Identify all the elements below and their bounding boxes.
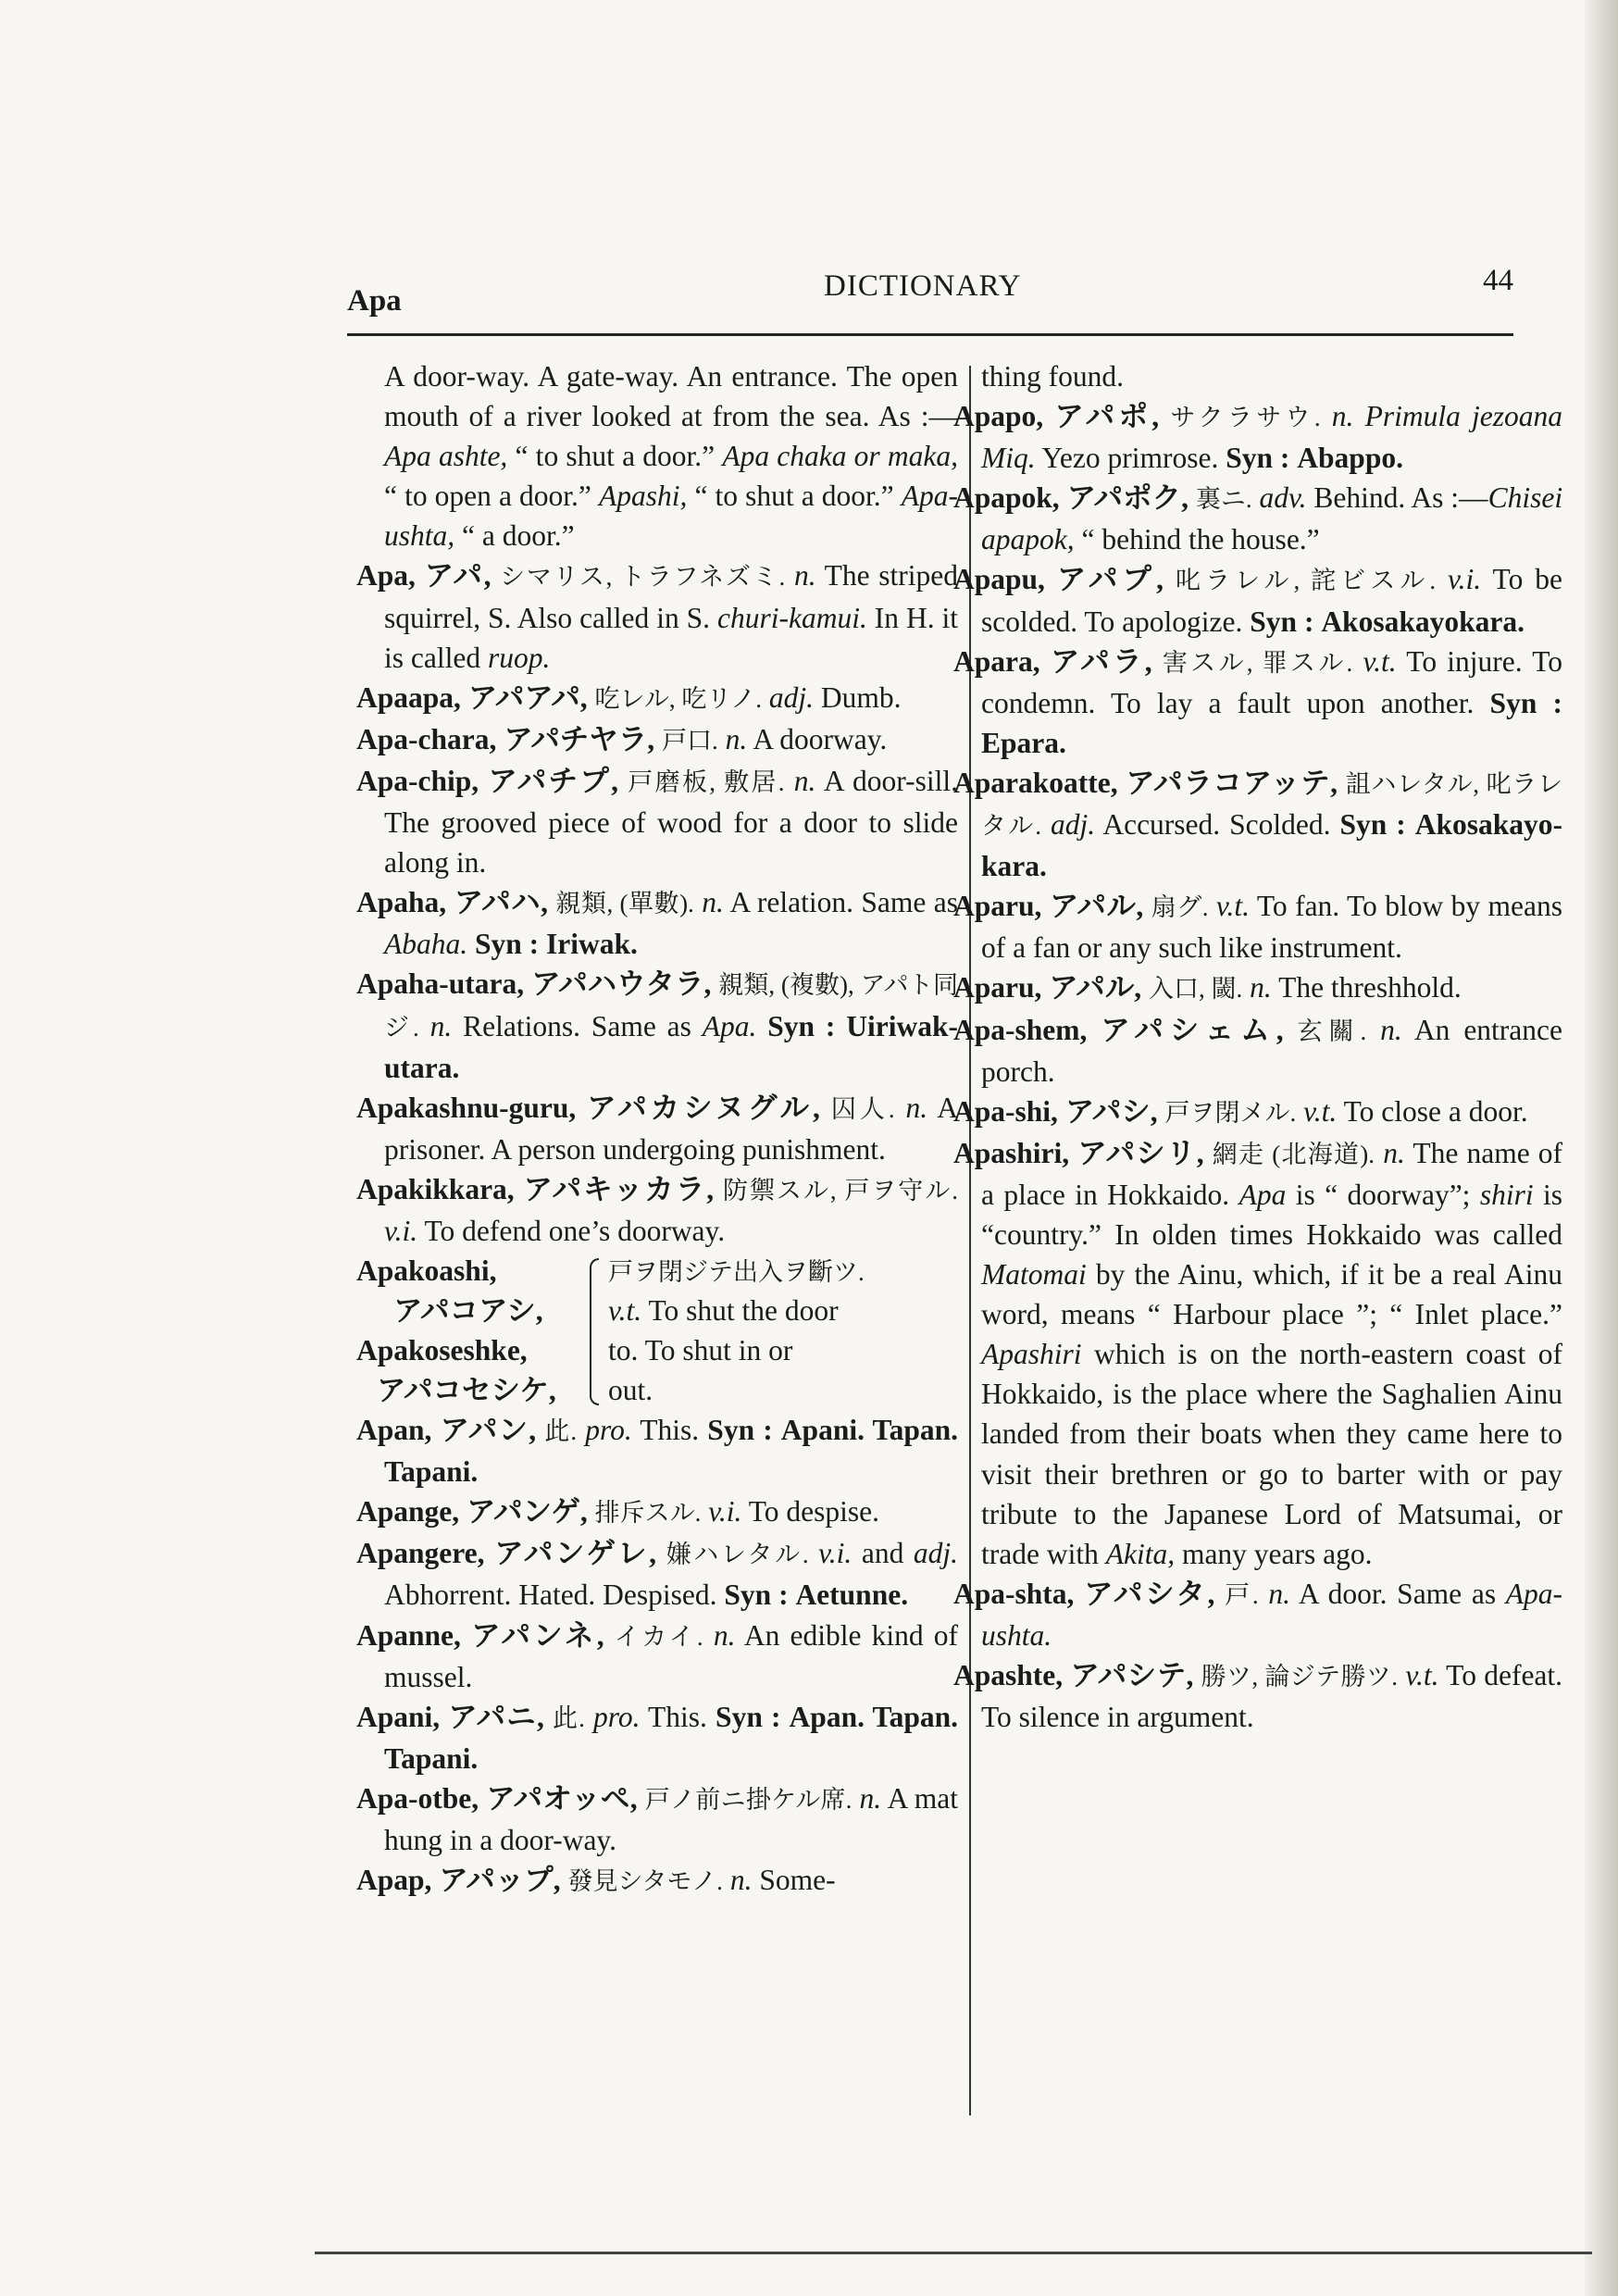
- italic-text: Apa-ushta.: [981, 1577, 1563, 1652]
- entry-apara: [953, 642, 1562, 763]
- italic-text: n.: [793, 559, 816, 593]
- entry-text: Accursed. Scolded.: [1095, 808, 1340, 842]
- japanese-gloss: 發見シタモノ.: [567, 1867, 723, 1896]
- katakana-reading: アパンゲ,: [467, 1495, 588, 1529]
- katakana-reading: アパポ,: [1054, 400, 1160, 433]
- italic-text: n.: [1383, 1136, 1405, 1169]
- italic-text: n.: [859, 1781, 882, 1815]
- katakana-apakoashi: アパコアシ,: [393, 1294, 543, 1328]
- italic-text: pro.: [593, 1700, 641, 1733]
- italic-text: n.: [793, 764, 816, 797]
- italic-text: shiri: [1479, 1178, 1534, 1211]
- entry-text: and: [852, 1537, 914, 1570]
- japanese-gloss: シマリス, トラフネズミ.: [500, 563, 786, 592]
- italic-text: n.: [725, 722, 748, 755]
- entry-apakikkara: [356, 1169, 958, 1251]
- katakana-reading: アパキッカラ,: [523, 1172, 715, 1205]
- headword: Apangere,: [356, 1537, 485, 1570]
- katakana-reading: アパ,: [424, 559, 492, 593]
- entry-apapu: [953, 559, 1562, 641]
- italic-text: n.: [702, 886, 724, 919]
- bracket-brace: [590, 1258, 599, 1405]
- katakana-reading: アパル,: [1049, 971, 1142, 1004]
- headword: Apani,: [356, 1700, 441, 1733]
- headword-apakoashi: Apakoashi,: [356, 1254, 497, 1288]
- entry-text: Dumb.: [814, 680, 902, 714]
- italic-text: Primula jezoana Miq.: [981, 400, 1563, 475]
- entry-text: To defeat. To silence in argument.: [981, 1659, 1563, 1734]
- italic-text: n.: [905, 1091, 928, 1124]
- japanese-gloss: 入口, 閾.: [1149, 975, 1243, 1004]
- entry-text: Behind. As :—: [1306, 481, 1488, 515]
- entry-apa-shem: [953, 1010, 1562, 1092]
- headword: Aparakoatte,: [953, 766, 1118, 799]
- headword: Apapok,: [953, 481, 1060, 515]
- italic-text: ruop.: [487, 641, 551, 674]
- italic-text: v.i.: [708, 1495, 742, 1529]
- italic-text: v.t.: [1215, 890, 1251, 923]
- japanese-gloss: イカイ.: [614, 1622, 703, 1651]
- japanese-gloss: 囚人.: [830, 1094, 895, 1123]
- synonym: Syn :: [724, 1578, 789, 1612]
- italic-text: adv.: [1259, 481, 1307, 515]
- italic-text: adj.: [768, 680, 815, 714]
- italic-text: v.t.: [1405, 1659, 1439, 1691]
- japanese-gloss: 害スル, 罪スル.: [1162, 648, 1353, 677]
- entry-text: To despise.: [741, 1495, 880, 1529]
- header-rule: [347, 333, 1513, 336]
- italic-text: Apa.: [702, 1009, 757, 1042]
- entry-text: Yezo primrose.: [1035, 442, 1226, 475]
- italic-text: Apashi,: [599, 480, 688, 513]
- entry-text: is “ doorway”;: [1286, 1178, 1480, 1211]
- definition-line: to. To shut in or: [608, 1334, 793, 1367]
- italic-text: v.i.: [818, 1537, 853, 1570]
- entry-apakashnu-guru: [356, 1088, 958, 1169]
- entry-apashte: [953, 1655, 1562, 1737]
- entry-apa-shi: [953, 1092, 1562, 1133]
- entry-apa-squirrel: [356, 555, 958, 677]
- italic-text: n.: [1380, 1013, 1402, 1046]
- entry-apakoashi-apakoseshke: [356, 1251, 958, 1410]
- entry-text: “ to open a door.”: [384, 480, 599, 513]
- italic-text: v.i.: [384, 1214, 418, 1247]
- entry-apan: [356, 1410, 958, 1491]
- katakana-reading: アパップ,: [439, 1864, 561, 1897]
- entry-apa-shta: [953, 1574, 1562, 1655]
- italic-text: n.: [1268, 1577, 1290, 1610]
- italic-text: v.t.: [608, 1294, 642, 1328]
- synonym: Epara.: [981, 726, 1066, 759]
- entry-aparakoatte: [953, 763, 1562, 886]
- italic-text: pro.: [585, 1414, 632, 1447]
- japanese-gloss: 扇グ.: [1151, 893, 1209, 922]
- headword: Apashiri,: [953, 1136, 1070, 1169]
- definition-line: [608, 1291, 839, 1330]
- entry-continuation: [356, 356, 958, 555]
- entry-text: Some-: [752, 1864, 836, 1897]
- italic-text: v.i.: [1448, 563, 1482, 596]
- entry-apaha: [356, 882, 958, 964]
- entry-apashiri: [953, 1133, 1562, 1574]
- entry-text: Relations. Same as: [452, 1009, 703, 1042]
- katakana-reading: アパチプ,: [488, 764, 619, 797]
- entry-apapok: [953, 478, 1562, 559]
- entry-apapo: [953, 396, 1562, 478]
- italic-text: Apa: [1238, 1178, 1287, 1211]
- entry-text: A doorway.: [747, 722, 888, 755]
- katakana-reading: アパシェム,: [1101, 1013, 1284, 1046]
- katakana-reading: アパラ,: [1050, 644, 1152, 678]
- entry-text: many years ago.: [1175, 1537, 1373, 1570]
- synonym: Syn :: [716, 1700, 781, 1733]
- katakana-reading: アパハウタラ,: [531, 967, 712, 1001]
- page-number: 44: [1483, 264, 1513, 297]
- italic-text: n.: [713, 1618, 736, 1652]
- entry-apa-chip: [356, 761, 958, 882]
- entry-text: is “country.” In olden times Hokkaido was called: [981, 1178, 1562, 1251]
- italic-text: Akita,: [1105, 1537, 1176, 1570]
- synonym: Syn :: [1226, 442, 1290, 475]
- italic-text: Apa ashte,: [384, 440, 508, 473]
- headword: Apan,: [356, 1414, 432, 1447]
- entry-apanne: [356, 1616, 958, 1697]
- headword: Apaha,: [356, 886, 447, 919]
- synonym: Syn :: [1489, 686, 1562, 719]
- italic-text: Apa chaka or maka,: [722, 440, 958, 473]
- headword: Aparu,: [953, 971, 1042, 1004]
- synonym: Akosakayo-kara.: [981, 808, 1563, 883]
- entry-apangere: [356, 1533, 958, 1615]
- synonym: Uiriwak-utara.: [384, 1009, 959, 1084]
- entry-text: A mat hung in a door-way.: [384, 1781, 958, 1856]
- katakana-reading: アパン,: [440, 1414, 537, 1447]
- headword: Apap,: [356, 1864, 432, 1897]
- entry-text: To close a door.: [1337, 1094, 1528, 1128]
- katakana-reading: アパアパ,: [467, 680, 588, 714]
- italic-text: v.t.: [1303, 1094, 1338, 1128]
- entry-text: In H. it is called: [384, 601, 959, 674]
- japanese-gloss: 叱ラレル, 詫ビスル.: [1175, 567, 1437, 595]
- entry-text: A door. Same as: [1289, 1577, 1506, 1610]
- synonym: Aetunne.: [795, 1578, 909, 1612]
- page-edge: [1585, 0, 1618, 2296]
- japanese-gloss: 戸磨板, 敷居.: [628, 767, 785, 796]
- katakana-reading: アパシタ,: [1084, 1577, 1215, 1610]
- entry-text: which is on the north-eastern coast of Hokkaido, is the place where the Saghalien Ainu landed from their boats when they came here to visit their brethren or go to barter with or pay tribute to the Japanese Lord of Matsumai, or trade with: [981, 1338, 1562, 1570]
- bottom-rule: [315, 2252, 1592, 2254]
- japanese-gloss: 勝ツ, 論ジテ勝ツ.: [1201, 1663, 1399, 1691]
- japanese-gloss: 網走 (北海道).: [1212, 1140, 1375, 1168]
- japanese-gloss: 排斥スル.: [594, 1499, 702, 1528]
- headword: Apa-shi,: [953, 1094, 1058, 1128]
- katakana-reading: アパシリ,: [1077, 1136, 1204, 1169]
- entry-text: An entrance porch.: [981, 1013, 1562, 1088]
- italic-text: Abaha.: [384, 928, 468, 961]
- headword: Apaapa,: [356, 680, 461, 714]
- headword: Apakashnu-guru,: [356, 1091, 577, 1124]
- italic-text: adj.: [1050, 808, 1096, 842]
- entry-text: To injure. To condemn. To lay a fault upon another.: [981, 644, 1563, 719]
- entry-text: The name of a place in Hokkaido.: [981, 1136, 1563, 1211]
- headword: Apanne,: [356, 1618, 461, 1652]
- katakana-reading: アパル,: [1049, 890, 1144, 923]
- headword: Apa,: [356, 559, 416, 593]
- entry-apani: [356, 1697, 958, 1778]
- italic-text: Apashiri: [981, 1338, 1082, 1371]
- entry-apaha-utara: [356, 964, 958, 1087]
- headword: Apa-otbe,: [356, 1781, 479, 1815]
- headword: Apa-shem,: [953, 1013, 1088, 1046]
- entry-apaapa: [356, 678, 958, 719]
- japanese-gloss: 詛ハレタル, 叱ラレタル.: [981, 769, 1563, 841]
- headword: Apa-shta,: [953, 1577, 1075, 1610]
- entry-apange: [356, 1491, 958, 1533]
- entry-text: To defend one’s doorway.: [417, 1214, 726, 1247]
- entry-text: A prisoner. A person undergoing punishment.: [384, 1091, 959, 1166]
- italic-text: n.: [1250, 971, 1272, 1004]
- entry-aparu-threshhold: [953, 967, 1562, 1009]
- entry-text: This.: [640, 1700, 716, 1733]
- entry-text: by the Ainu, which, if it be a real Ainu word, means “ Harbour place ”; “ Inlet place.”: [981, 1258, 1562, 1331]
- entry-text: To be scolded. To apologize.: [981, 563, 1563, 638]
- right-column: [953, 356, 1562, 1737]
- japanese-gloss: 戸口.: [661, 726, 718, 755]
- synonym: Syn :: [475, 928, 540, 961]
- entry-apa-otbe: [356, 1778, 958, 1860]
- japanese-gloss: サクラサウ.: [1170, 404, 1321, 432]
- headword: Apashte,: [953, 1659, 1064, 1691]
- japanese-gloss: 防禦スル, 戸ヲ守ル.: [722, 1176, 959, 1204]
- japanese-gloss: 此.: [552, 1703, 585, 1732]
- synonym: Syn :: [767, 1009, 836, 1042]
- katakana-reading: アパシ,: [1064, 1094, 1158, 1128]
- katakana-reading: アパオッペ,: [486, 1781, 638, 1815]
- italic-text: churi-kamui.: [716, 601, 867, 634]
- synonym: Syn :: [1339, 808, 1406, 842]
- headword: Apa-chip,: [356, 764, 479, 797]
- japanese-gloss: 裏ニ.: [1195, 485, 1252, 514]
- entry-apap: [356, 1860, 958, 1902]
- italic-text: Chisei apapok,: [981, 481, 1563, 556]
- japanese-gloss: 戸ヲ閉メル.: [1164, 1098, 1297, 1127]
- synonym: Akosakayokara.: [1321, 605, 1525, 638]
- entry-apa-chara: [356, 719, 958, 761]
- japanese-gloss: 吃レル, 吃リノ.: [594, 684, 763, 713]
- entry-text: To shut the door: [641, 1294, 839, 1328]
- japanese-gloss: 此.: [544, 1417, 578, 1446]
- entry-text: An edible kind of mussel.: [384, 1618, 959, 1693]
- italic-text: n.: [429, 1009, 453, 1042]
- katakana-reading: アパハ,: [454, 886, 549, 919]
- headword: Apa-chara,: [356, 722, 497, 755]
- synonym: Syn :: [707, 1414, 773, 1447]
- synonym: Abappo.: [1297, 442, 1403, 475]
- entry-text: This.: [631, 1414, 708, 1447]
- headword: Apange,: [356, 1495, 460, 1529]
- katakana-reading: アパチヤラ,: [504, 722, 655, 755]
- katakana-reading: アパシテ,: [1070, 1659, 1194, 1691]
- italic-text: n.: [1331, 400, 1354, 433]
- headword: Apakikkara,: [356, 1172, 515, 1205]
- italic-text: v.t.: [1363, 644, 1397, 678]
- headword: Apapu,: [953, 563, 1045, 596]
- katakana-reading: アパラコアッテ,: [1126, 766, 1338, 799]
- katakana-reading: アパプ,: [1056, 563, 1164, 596]
- definition-line: out.: [608, 1374, 653, 1407]
- headword-apakoseshke: Apakoseshke,: [356, 1334, 528, 1367]
- entry-text: To fan. To blow by means of a fan or any such like instrument.: [981, 890, 1562, 965]
- katakana-reading: アパンネ,: [471, 1618, 604, 1652]
- katakana-reading: アパンゲレ,: [494, 1537, 657, 1570]
- entry-continuation: thing found.: [981, 360, 1124, 393]
- entry-text: “ to shut a door.”: [687, 480, 902, 513]
- japanese-gloss: 戸ノ前ニ掛ケル席.: [644, 1785, 853, 1814]
- japanese-gloss: 親類, (複數), アパト同ジ.: [384, 971, 958, 1042]
- japanese-gloss: 戸ヲ閉ジテ出入ヲ斷ツ.: [608, 1258, 865, 1287]
- entry-aparu-fan: [953, 886, 1562, 967]
- katakana-reading: アパカシヌグル,: [587, 1091, 820, 1124]
- entry-text: Abhorrent. Hated. Despised.: [384, 1578, 725, 1612]
- entry-text: “ a door.”: [454, 519, 575, 553]
- entry-text: “ behind the house.”: [1074, 523, 1320, 556]
- synonym: Syn :: [1250, 605, 1314, 638]
- headword: Apaha-utara,: [356, 967, 525, 1001]
- entry-text: A door-sill. The grooved piece of wood for a door to slide along in.: [384, 764, 959, 880]
- entry-text: The threshhold.: [1271, 971, 1462, 1004]
- synonym: Apani. Tapan. Tapani.: [384, 1414, 959, 1489]
- headword: Aparu,: [953, 890, 1042, 923]
- synonym: Iriwak.: [546, 928, 638, 961]
- italic-text: n.: [729, 1864, 753, 1897]
- japanese-gloss: 玄關.: [1297, 1017, 1367, 1045]
- left-column: [356, 356, 958, 1902]
- running-head-center: DICTIONARY: [824, 269, 1022, 303]
- entry-text: A relation. Same as: [723, 886, 959, 919]
- italic-text: Matomai: [981, 1258, 1087, 1292]
- headword: Apapo,: [953, 400, 1044, 433]
- italic-text: adj.: [913, 1537, 959, 1570]
- headword: Apara,: [953, 644, 1040, 678]
- entry-text: The striped squirrel, S. Also called in S.: [384, 559, 959, 634]
- entry-text: A door-way. A gate-way. An entrance. The open mouth of a river looked at from the sea. As :—: [384, 360, 958, 433]
- katakana-reading: アパポク,: [1066, 481, 1189, 515]
- japanese-gloss: 戸.: [1225, 1580, 1259, 1609]
- page-header: [347, 264, 1513, 329]
- katakana-reading: アパニ,: [448, 1700, 544, 1733]
- entry-text: “ to shut a door.”: [507, 440, 723, 473]
- italic-text: Apa-ushta,: [384, 480, 958, 553]
- japanese-gloss: 嫌ハレタル.: [666, 1541, 809, 1569]
- running-head-left: Apa: [347, 284, 402, 318]
- japanese-gloss: 親類, (單數).: [555, 890, 694, 918]
- synonym: Apan. Tapan. Tapani.: [384, 1700, 959, 1775]
- katakana-apakoseshke: アパコセシケ,: [377, 1374, 556, 1407]
